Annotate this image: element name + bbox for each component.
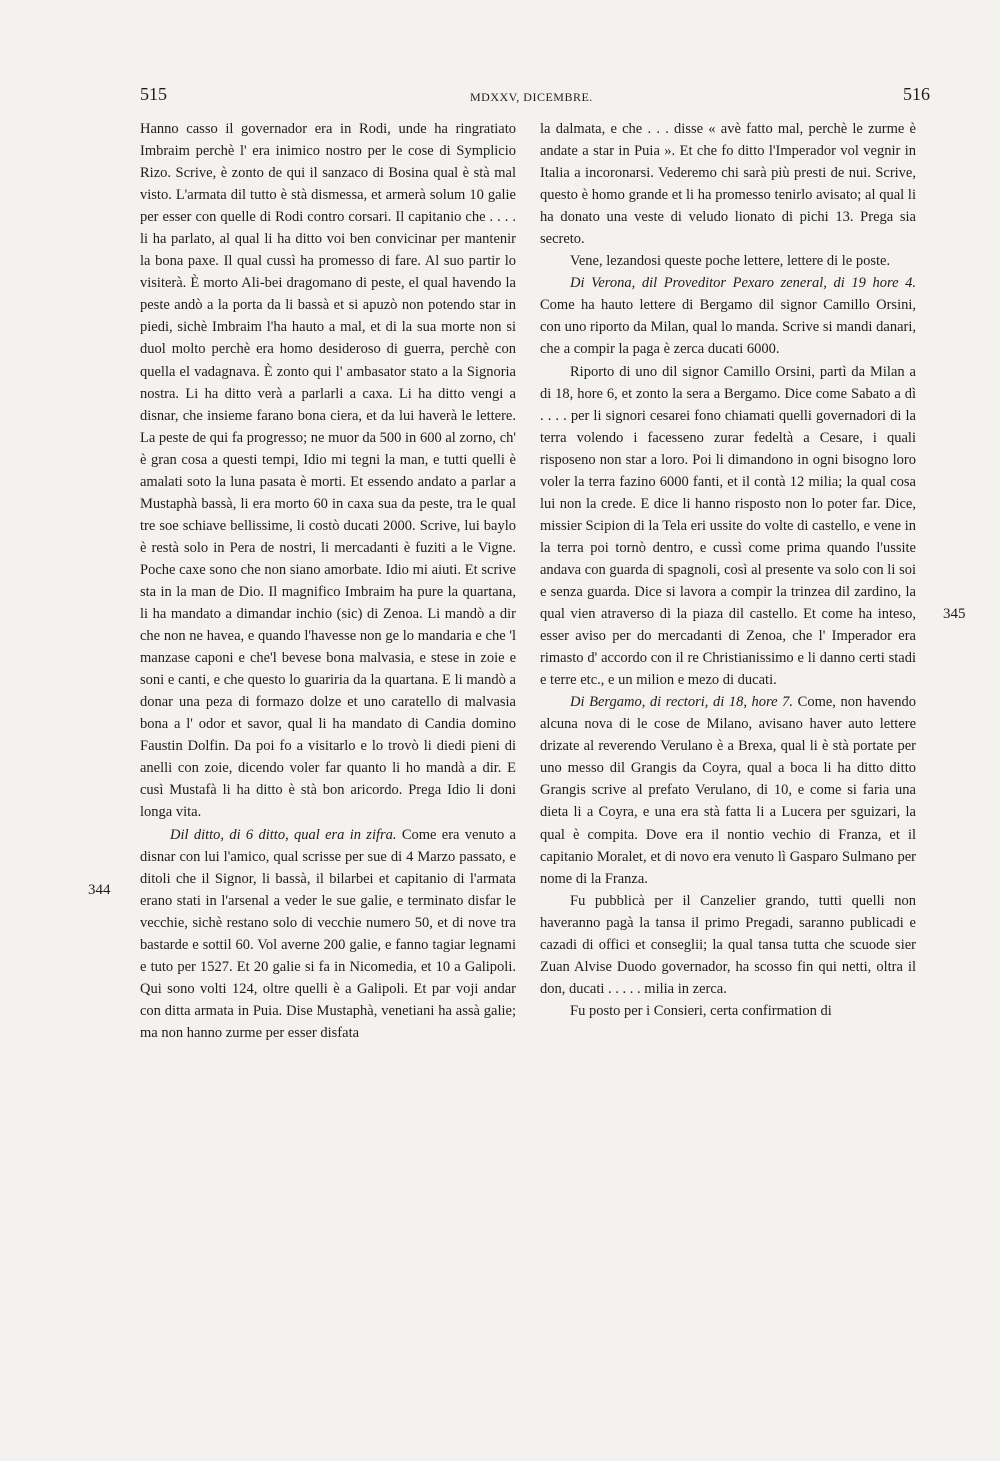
- paragraph-body: Come ha hauto lettere di Bergamo dil signor Camillo Orsini, con uno riporto da Milan, qual lo manda. Scrive si mandi danari, che a compir la paga è zerca ducati 6000.: [540, 297, 916, 358]
- paragraph: [140, 824, 516, 1044]
- paragraph: Fu posto per i Consieri, certa confirmation di: [570, 1002, 832, 1019]
- section-heading: Dil ditto, di 6 ditto, qual era in zifra.: [170, 826, 397, 843]
- paragraph: Riporto di uno dil signor Camillo Orsini, partì da Milan a di 18, hore 6, et zonto la sera a Bergamo. Dice come Sabato a dì . . . . per li signori cesarei fono chiamati quelli governadori di la terra volendo i facesseno zurar fedeltà a Cesare, i quali risposeno non star a loro. Poi li dimandono in ogni bisogno loro voler la terra fazino 6000 fanti, et il contà 12 milia; la qual cosa lui non la crede. E dice li hanno risposto non lo poter far. Dice, missier Scipion di la Tela eri ussite do volte di castello, e vene in la terra poi tornò dentro, e cussì come prima quando l'ussite andava con guarda di spagnoli, così al presente va solo con li soi e senza guarda. Dice si lavora a compir la trinzea dil zardino, la qual vien atraverso di la piaza dil castello. Et come ha inteso, esser aviso per do mercadanti di Zenoa, che l' Imperador era rimasto d' accordo con il re Christianissimo e li danno certi stadi e terre etc., e un milion e mezo di ducati.: [540, 363, 916, 689]
- paragraph-body: Come era venuto a disnar con lui l'amico, qual scrisse per sue di 4 Marzo passato, e ditoli che il Signor, li bassà, il bilarbei et capitanio di l'armata erano stati in l'arsenal a veder le sue galie, e terminato disfar le vecchie, sichè restano solo di vecchie numero 50, et di nove tra bastarde e sottil 60. Vol averne 200 galie, e fanno tagiar legnami e tuto per 1527. Et 20 galie si fa in Nicomedia, et 10 a Galipoli. Qui sono volti 124, oltre quelli è a Galipoli. Et par voji andar con ditta armata in Puia. Dise Mustaphà, venetiani ha assà galie; ma non hanno zurme per esser disfata: [140, 826, 516, 1041]
- paragraph: Hanno casso il governador era in Rodi, unde ha ringratiato Imbraim perchè l' era inimico nostro per le cose di Symplicio Rizo. Scrive, è zonto de qui il sanzaco di Bosina qual è stà mal visto. L'armata dil tutto è stà dismessa, et armerà solum 10 galie per esser con quelle di Rodi contro corsari. Il capitanio che . . . . li ha parlato, al qual li ha ditto voi ben convicinar per mantenir la bona paxe. Il qual cussì ha promesso di fare. Al suo partir lo visiterà. È morto Ali-bei dragomano di peste, el qual havendo la peste andò a la porta da li bassà et si apuzò non potendo star in piedi, sichè Imbraim l'ha hauto a mal, et di la sua morte non si duol molto perchè era homo desideroso di guerra, perchè con quella el vadagnava. È zonto qui l' ambasator stato a la Signoria nostra. Li ha ditto verà a parlarli a caxa. Li ha ditto vengi a disnar, che insieme farano bona ciera, et da lui haverà le lettere. La peste de qui fa progresso; ne muor da 500 in 600 al zorno, ch' è gran cosa a questi tempi, Idio mi tegni la man, e tutti quelli è amalati soto la luna pasata è morti. Et essendo andato a parlar a Mustaphà bassà, li era morto 60 in caxa sua da peste, tra le qual tre soe schiave bellissime, li costò ducati 2000. Scrive, lui baylo è restà solo in Pera de nostri, li mercadanti è fuziti a le Vigne. Poche caxe sono che non siano amorbate. Idio mi aiuti. Et scrive sta in la man de Dio. Il magnifico Imbraim ha pure la quartana, li ha mandato a dimandar inchio (sic) di Zenoa. Li mandò a dir che non ne havea, e quando l'havesse non ge lo mandaria e che 'l manzase caponi e che'l bevese bona malvasia, e stese in zoie e soni e canti, e che questo lo guariria da la quartana. E li mandò a donar una peza di formazo dolze et uno caratello di malvasia bona a l' odor et savor, qual li ha mandato di Candia domino Faustin Dolfin. Da poi fo a visitarlo e lo trovò li diedi pieni di anelli con zoie, dicendo voler far quanto li ho mandà a dir. E cusì Mustafà li ha ditto è stà bon aricordo. Prega Idio li doni longa vita.: [140, 121, 516, 821]
- page-number-right: 516: [903, 84, 930, 104]
- paragraph: Fu pubblicà per il Canzelier grando, tutti quelli non haveranno pagà la tansa il primo Pregadi, saranno publicadi e cazadi di offici et conseglii; la qual tansa tutta che scuode sier Zuan Alvise Duodo governador, ha scosso fin qui netti, oltra il don, ducati . . . . . milia in zerca.: [540, 892, 916, 997]
- paragraph: la dalmata, e che . . . disse « avè fatto mal, perchè le zurme è andate a star in Puia ». Et che fo ditto l'Imperador vol vegnir in Italia a incoronarsi. Vederemo chi sarà più presti de nui. Scrive, questo è homo grande et li ha promesso tenirlo avisato; al qual li ha donato una veste di veludo lionato di pichi 13. Prega sia secreto.: [540, 121, 916, 248]
- right-column: [540, 118, 916, 1022]
- running-title: MDXXV, DICEMBRE.: [470, 90, 593, 104]
- paragraph: [540, 691, 916, 889]
- paragraph-body: Come, non havendo alcuna nova di le cose de Milano, avisano haver auto lettere drizate al reverendo Verulano è a Brexa, qual li è stà portate per uno messo dil Grangis da Coyra, qual a boca li ha ditto ditto Grangis scrive al prefato Verulano, di 10, e come si faria una dieta li a Coyra, e una era stà fatta li a Lucera per sguizari, la qual è compita. Dove era il nontio vechio di Franza, et il capitanio Moralet, et di novo era venuto lì Gasparo Sulmano per nome di la Franza.: [540, 694, 916, 887]
- section-heading: Di Verona, dil Proveditor Pexaro zeneral, di 19 hore 4.: [570, 275, 916, 292]
- section-heading: Di Bergamo, di rectori, di 18, hore 7.: [570, 694, 794, 711]
- left-column: [140, 118, 516, 1044]
- paragraph: Vene, lezandosi queste poche lettere, lettere di le poste.: [570, 253, 891, 270]
- paragraph: [540, 272, 916, 360]
- margin-number-right: 345: [943, 606, 966, 622]
- page-number-left: 515: [140, 84, 167, 104]
- margin-number-left: 344: [88, 882, 111, 898]
